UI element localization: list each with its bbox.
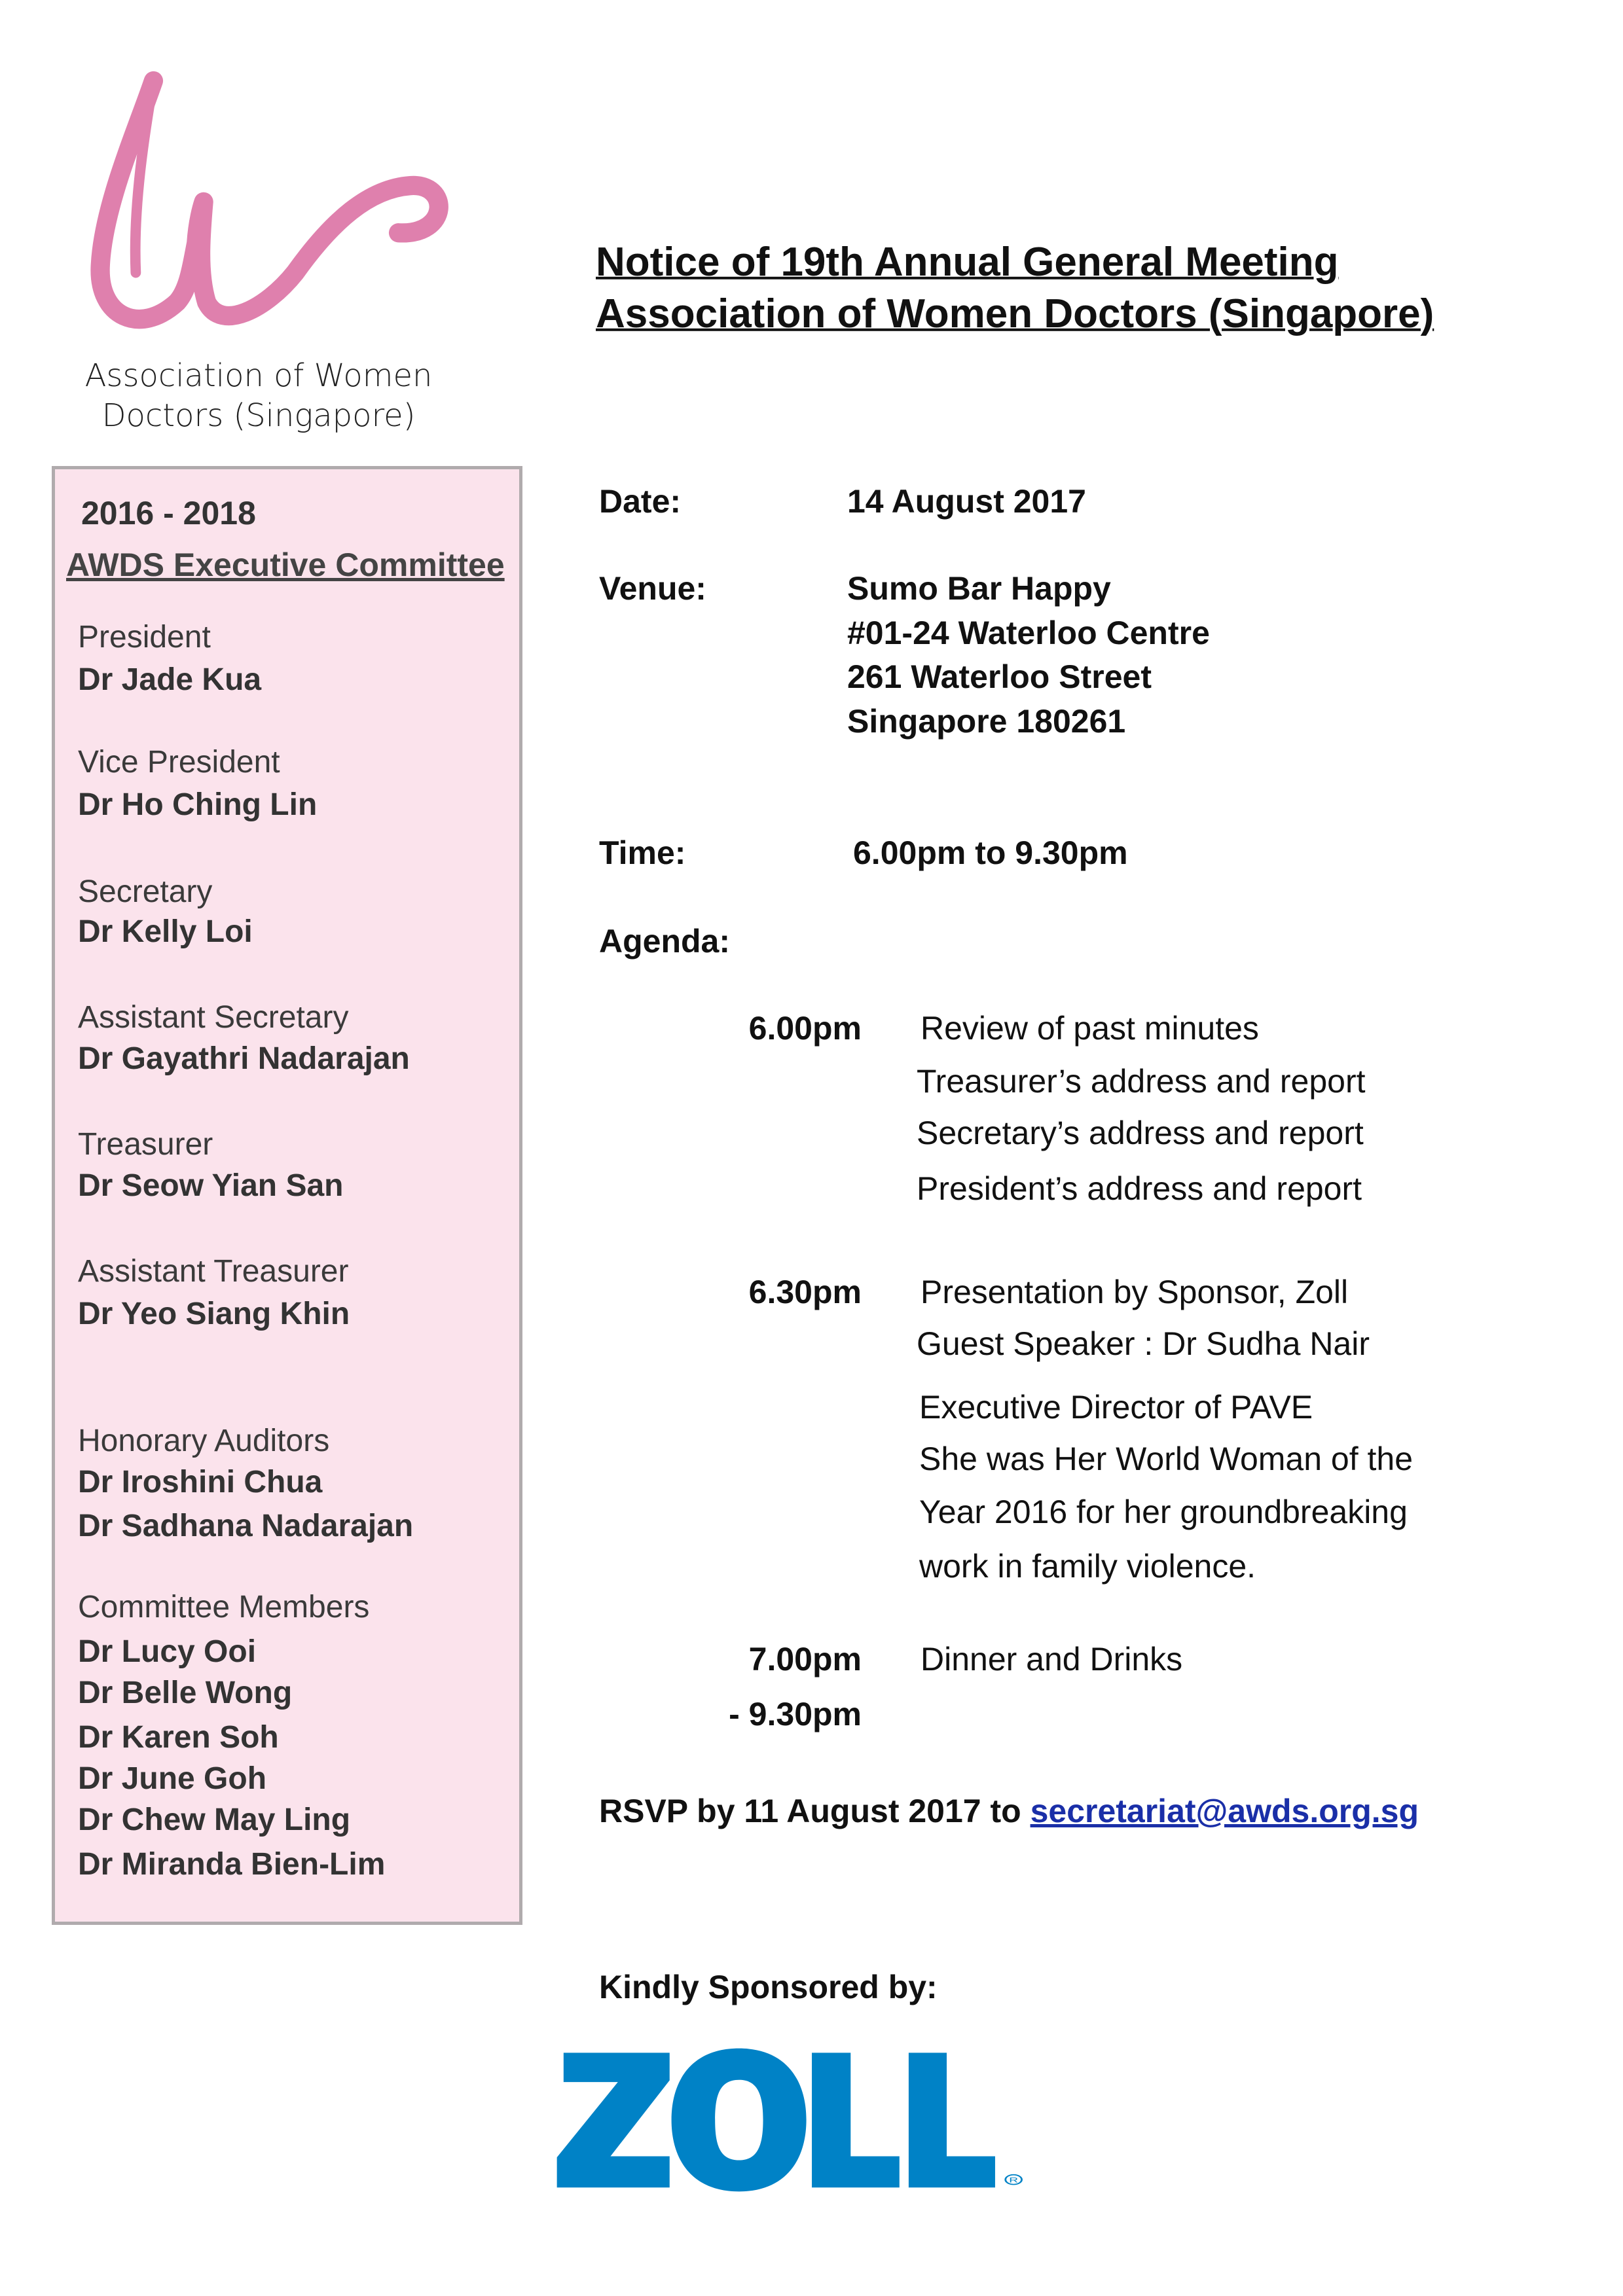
member-name: Dr Iroshini Chua: [78, 1465, 323, 1500]
member-name: Dr Chew May Ling: [78, 1803, 351, 1838]
agenda-item: She was Her World Woman of the: [919, 1441, 1413, 1477]
member-name: Dr Kelly Loi: [78, 914, 253, 950]
member-name: Dr Karen Soh: [78, 1720, 279, 1755]
member-name: Dr Miranda Bien-Lim: [78, 1847, 386, 1882]
date-value: 14 August 2017: [847, 483, 1086, 520]
role-label: Assistant Secretary: [78, 1000, 349, 1035]
logo-text-line1: Association of Women: [84, 357, 433, 395]
venue-label: Venue:: [599, 570, 706, 607]
member-name: Dr Lucy Ooi: [78, 1634, 257, 1670]
logo-text-line2: Doctors (Singapore): [101, 397, 416, 435]
role-label: President: [78, 620, 211, 655]
agenda-item: work in family violence.: [919, 1548, 1256, 1585]
rsvp-line: [599, 1791, 1419, 1831]
role-label: Vice President: [78, 745, 280, 780]
role-label: Secretary: [78, 874, 213, 910]
zoll-logo-icon: [553, 2047, 1030, 2193]
member-name: Dr Jade Kua: [78, 662, 262, 698]
role-label: Committee Members: [78, 1590, 370, 1625]
venue-line: Singapore 180261: [847, 703, 1126, 740]
agenda-item: Secretary’s address and report: [917, 1115, 1364, 1151]
venue-line: 261 Waterloo Street: [847, 658, 1152, 695]
notice-title-line2: Association of Women Doctors (Singapore): [596, 291, 1434, 336]
rsvp-text: RSVP by 11 August 2017 to: [599, 1793, 1030, 1829]
role-label: Honorary Auditors: [78, 1424, 330, 1459]
svg-text:R: R: [1009, 2176, 1019, 2185]
date-label: Date:: [599, 483, 682, 520]
member-name: Dr Belle Wong: [78, 1676, 293, 1711]
agenda-time-end: - 9.30pm: [729, 1696, 862, 1732]
member-name: Dr June Goh: [78, 1761, 267, 1797]
agenda-item: Executive Director of PAVE: [919, 1389, 1313, 1426]
member-name: Dr Ho Ching Lin: [78, 787, 318, 823]
member-name: Dr Yeo Siang Khin: [78, 1297, 350, 1332]
awds-logo-icon: [88, 66, 458, 339]
agenda-time: 6.00pm: [748, 1010, 862, 1047]
member-name: Dr Seow Yian San: [78, 1168, 344, 1204]
notice-title-line1: Notice of 19th Annual General Meeting: [596, 239, 1339, 285]
agenda-time: 6.30pm: [748, 1274, 862, 1310]
committee-years: 2016 - 2018: [81, 495, 256, 531]
role-label: Assistant Treasurer: [78, 1254, 349, 1289]
venue-line: Sumo Bar Happy: [847, 570, 1111, 607]
time-label: Time:: [599, 834, 686, 871]
member-name: Dr Gayathri Nadarajan: [78, 1041, 410, 1077]
agenda-item: President’s address and report: [917, 1170, 1362, 1207]
rsvp-email-link[interactable]: secretariat@awds.org.sg: [1030, 1793, 1419, 1829]
agenda-item: Dinner and Drinks: [921, 1641, 1183, 1677]
agenda-item: Review of past minutes: [921, 1010, 1259, 1047]
agenda-item: Presentation by Sponsor, Zoll: [921, 1274, 1349, 1310]
agenda-label: Agenda:: [599, 923, 730, 960]
time-value: 6.00pm to 9.30pm: [853, 834, 1128, 871]
member-name: Dr Sadhana Nadarajan: [78, 1509, 414, 1544]
agenda-item: Year 2016 for her groundbreaking: [919, 1494, 1408, 1530]
role-label: Treasurer: [78, 1127, 213, 1162]
agenda-item: Treasurer’s address and report: [917, 1063, 1366, 1100]
agenda-time: 7.00pm: [748, 1641, 862, 1677]
venue-line: #01-24 Waterloo Centre: [847, 615, 1210, 651]
agenda-item: Guest Speaker : Dr Sudha Nair: [917, 1325, 1370, 1362]
committee-heading: AWDS Executive Committee: [66, 547, 505, 583]
sponsor-label: Kindly Sponsored by:: [599, 1969, 938, 2005]
